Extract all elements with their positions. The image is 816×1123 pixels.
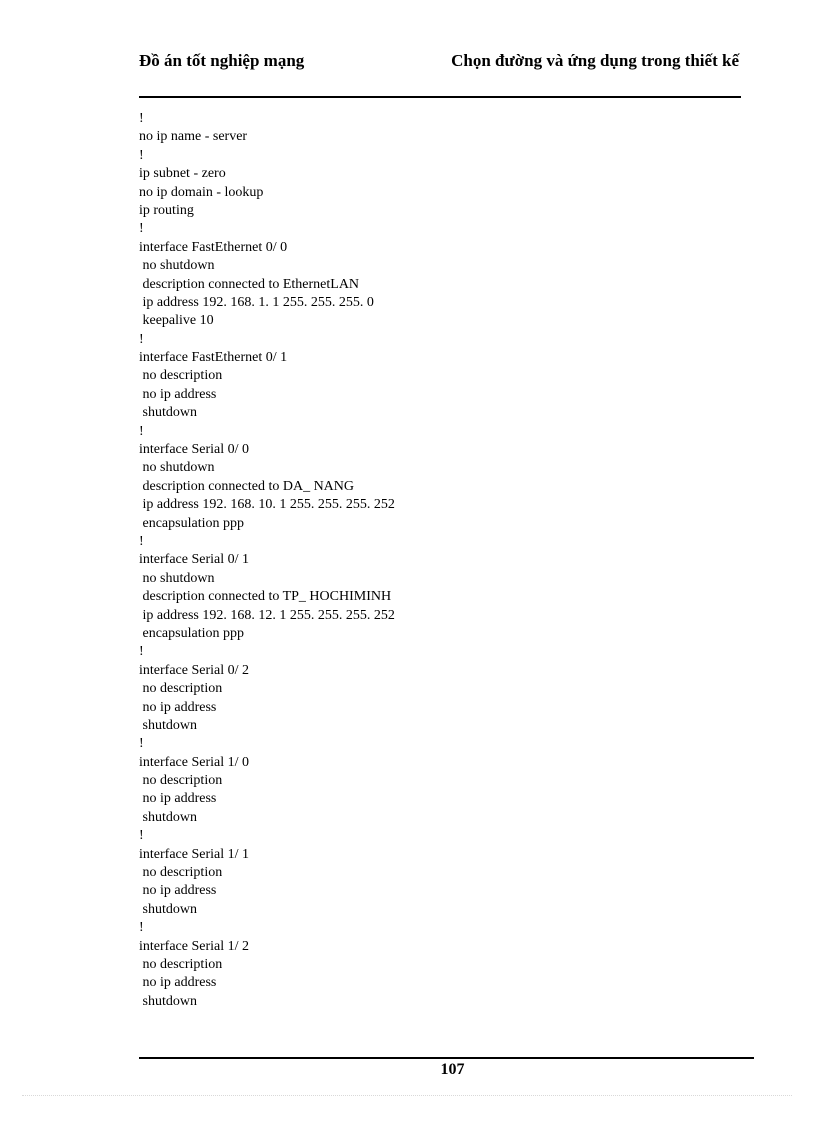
config-separator-line: ! xyxy=(139,736,144,752)
config-line: no shutdown xyxy=(139,570,215,586)
config-line: ip routing xyxy=(139,202,194,218)
config-separator-line: ! xyxy=(139,533,144,549)
config-line: encapsulation ppp xyxy=(139,515,244,531)
config-separator-line: ! xyxy=(139,423,144,439)
config-line: interface FastEthernet 0/ 0 xyxy=(139,239,288,255)
config-line: description connected to EthernetLAN xyxy=(139,276,360,292)
config-line: interface Serial 0/ 0 xyxy=(139,442,250,458)
config-line: shutdown xyxy=(139,405,197,421)
config-line: no ip address xyxy=(139,975,217,991)
config-line: no ip address xyxy=(139,386,217,402)
config-line: interface Serial 1/ 1 xyxy=(139,846,250,862)
config-line: no description xyxy=(139,956,223,972)
config-line: ip address 192. 168. 12. 1 255. 255. 255. 252 xyxy=(139,607,395,623)
footer-divider xyxy=(139,1057,754,1059)
config-line: no ip name - server xyxy=(139,129,248,145)
config-line: ip subnet - zero xyxy=(139,166,226,182)
config-line: ip address 192. 168. 1. 1 255. 255. 255. 0 xyxy=(139,294,374,310)
config-separator-line: ! xyxy=(139,644,144,660)
config-line: no shutdown xyxy=(139,460,215,476)
config-separator-line: ! xyxy=(139,920,144,936)
config-separator-line: ! xyxy=(139,111,144,126)
header-chapter-title: Chọn đường và ứng dụng trong thiết kế xyxy=(451,51,739,70)
page-edge-dotted-line xyxy=(22,1095,792,1096)
config-separator-line: ! xyxy=(139,331,144,347)
config-separator-line: ! xyxy=(139,828,144,844)
config-line: encapsulation ppp xyxy=(139,625,244,641)
config-line: interface Serial 1/ 2 xyxy=(139,938,250,954)
config-line: shutdown xyxy=(139,717,197,733)
config-line: description connected to TP_ HOCHIMINH xyxy=(139,589,392,605)
header-document-title: Đồ án tốt nghiệp mạng xyxy=(139,51,305,70)
config-line: interface Serial 1/ 0 xyxy=(139,754,250,770)
config-line: no description xyxy=(139,865,223,881)
config-line: no description xyxy=(139,773,223,789)
config-line: shutdown xyxy=(139,993,197,1009)
config-line: interface FastEthernet 0/ 1 xyxy=(139,350,288,366)
config-separator-line: ! xyxy=(139,221,144,237)
config-line: no ip address xyxy=(139,791,217,807)
config-line: ip address 192. 168. 10. 1 255. 255. 255. 252 xyxy=(139,497,395,513)
page-header xyxy=(139,50,741,98)
config-line: interface Serial 0/ 2 xyxy=(139,662,250,678)
config-line: description connected to DA_ NANG xyxy=(139,478,355,494)
config-line: no description xyxy=(139,681,223,697)
config-line: no ip address xyxy=(139,883,217,899)
config-line: no ip domain - lookup xyxy=(139,184,264,200)
config-line: no description xyxy=(139,368,223,384)
config-line: interface Serial 0/ 1 xyxy=(139,552,250,568)
config-separator-line: ! xyxy=(139,147,144,163)
config-line: keepalive 10 xyxy=(139,313,214,329)
config-line: shutdown xyxy=(139,901,197,917)
config-line: shutdown xyxy=(139,809,197,825)
config-line: no ip address xyxy=(139,699,217,715)
router-config-listing xyxy=(139,110,739,1011)
page-number: 107 xyxy=(440,1061,465,1078)
config-line: no shutdown xyxy=(139,258,215,274)
